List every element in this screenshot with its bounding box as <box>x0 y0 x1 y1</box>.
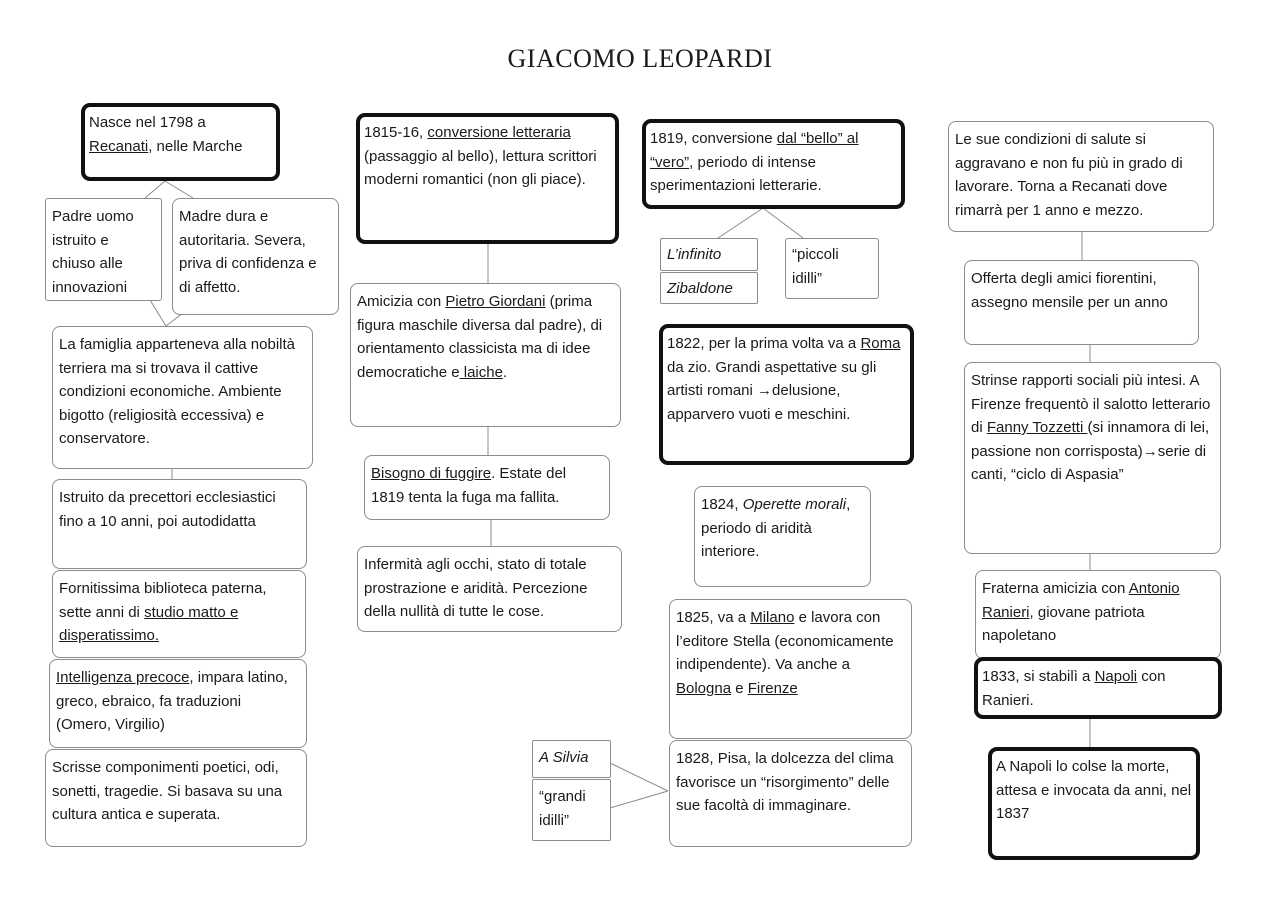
box-mother: Madre dura e autoritaria. Severa, priva di confidenza e di affetto. <box>172 198 339 315</box>
box-birth-recanati: Nasce nel 1798 a Recanati, nelle Marche <box>81 103 280 181</box>
box-tozzetti: Strinse rapporti sociali più intesi. A Firenze frequentò il salotto letterario di Fanny Tozzetti (si innamora di lei, passione non corrisposta)→serie di canti, “ciclo di Aspasia” <box>964 362 1221 554</box>
box-infirmity: Infermità agli occhi, stato di totale prostrazione e aridità. Percezione della nullità di tutte le cose. <box>357 546 622 632</box>
box-ranieri: Fraterna amicizia con Antonio Ranieri, giovane patriota napoletano <box>975 570 1221 659</box>
box-education: Istruito da precettori ecclesiastici fino a 10 anni, poi autodidatta <box>52 479 307 569</box>
box-zibaldone: Zibaldone <box>660 272 758 304</box>
box-giordani: Amicizia con Pietro Giordani (prima figura maschile diversa dal padre), di orientamento classicista ma di idee democratiche e laiche. <box>350 283 621 427</box>
box-family: La famiglia apparteneva alla nobiltà terriera ma si trovava il cattive condizioni economiche. Ambiente bigotto (religiosità eccessiva) e conservatore. <box>52 326 313 469</box>
box-health: Le sue condizioni di salute si aggravano e non fu più in grado di lavorare. Torna a Recanati dove rimarrà per 1 anno e mezzo. <box>948 121 1214 232</box>
box-a-silvia: A Silvia <box>532 740 611 778</box>
box-escape: Bisogno di fuggire. Estate del 1819 tenta la fuga ma fallita. <box>364 455 610 520</box>
box-conversion-1815: 1815-16, conversione letteraria (passaggio al bello), lettura scrittori moderni romantici (non gli piace). <box>356 113 619 244</box>
box-library: Fornitissima biblioteca paterna, sette anni di studio matto e disperatissimo. <box>52 570 306 658</box>
box-rome: 1822, per la prima volta va a Roma da zio. Grandi aspettative su gli artisti romani →delusione, apparvero vuoti e meschini. <box>659 324 914 465</box>
box-pisa: 1828, Pisa, la dolcezza del clima favorisce un “risorgimento” delle sue facoltà di immaginare. <box>669 740 912 847</box>
box-conversion-1819: 1819, conversione dal “bello” al “vero”, periodo di intense sperimentazioni letterarie. <box>642 119 905 209</box>
box-intelligence: Intelligenza precoce, impara latino, greco, ebraico, fa traduzioni (Omero, Virgilio) <box>49 659 307 748</box>
box-writings: Scrisse componimenti poetici, odi, sonetti, tragedie. Si basava su una cultura antica e superata. <box>45 749 307 847</box>
box-florence-offer: Offerta degli amici fiorentini, assegno mensile per un anno <box>964 260 1199 345</box>
box-death: A Napoli lo colse la morte, attesa e invocata da anni, nel 1837 <box>988 747 1200 860</box>
box-naples: 1833, si stabilì a Napoli con Ranieri. <box>974 657 1222 719</box>
box-operette: 1824, Operette morali, periodo di aridità interiore. <box>694 486 871 587</box>
box-infinito: L’infinito <box>660 238 758 271</box>
page-title: GIACOMO LEOPARDI <box>507 44 773 73</box>
box-milan: 1825, va a Milano e lavora con l’editore Stella (economicamente indipendente). Va anche a Bologna e Firenze <box>669 599 912 739</box>
box-grandi-idilli: “grandi idilli” <box>532 779 611 841</box>
box-piccoli-idilli: “piccoli idilli” <box>785 238 879 299</box>
box-father: Padre uomo istruito e chiuso alle innovazioni <box>45 198 162 301</box>
